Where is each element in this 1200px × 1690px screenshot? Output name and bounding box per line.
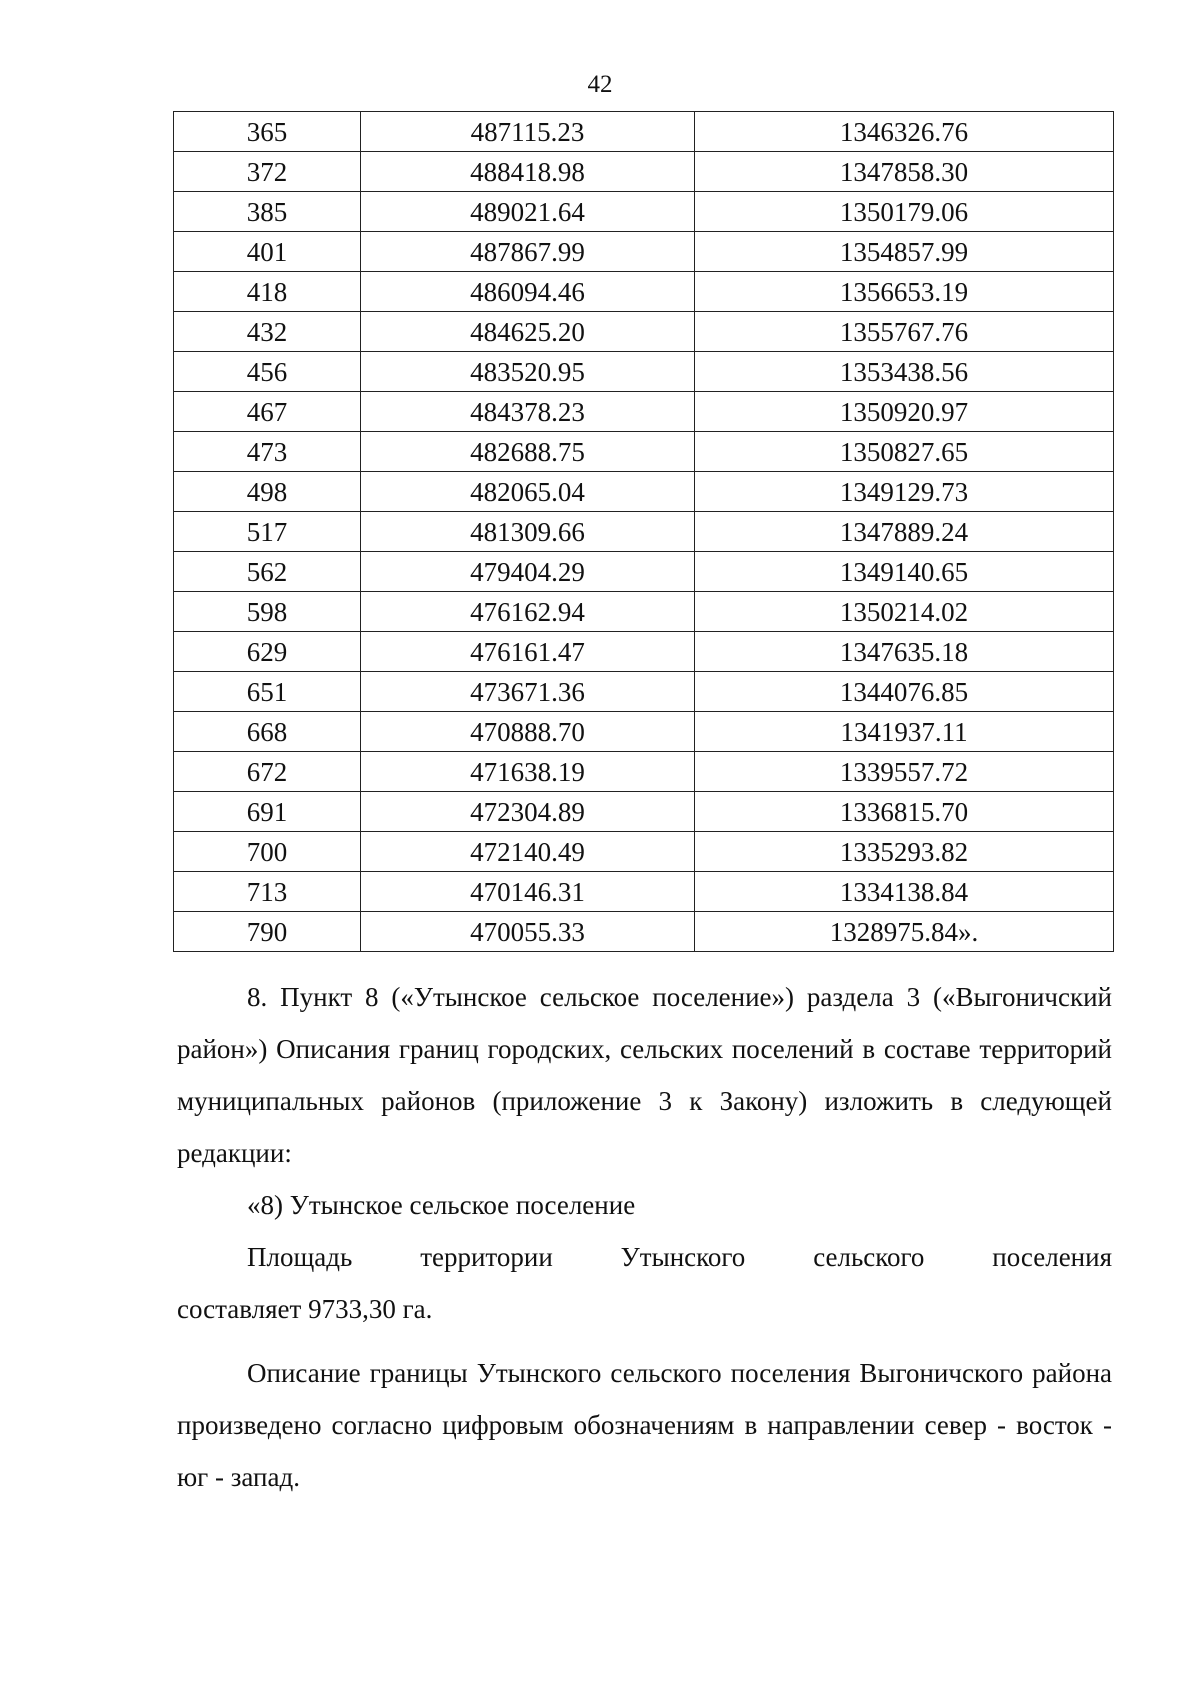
y-coordinate-cell: 1335293.82 [695,832,1114,872]
x-coordinate-cell: 479404.29 [361,552,695,592]
table-row [174,672,1114,712]
point-number-cell: 700 [174,832,361,872]
section-heading: «8) Утынское сельское поселение [247,1190,636,1220]
x-coordinate-cell: 471638.19 [361,752,695,792]
table-row [174,592,1114,632]
point-number-cell: 418 [174,272,361,312]
y-coordinate-cell: 1347635.18 [695,632,1114,672]
point-number-cell: 456 [174,352,361,392]
point-number-cell: 385 [174,192,361,232]
y-coordinate-cell: 1328975.84». [695,912,1114,952]
point-number-cell: 790 [174,912,361,952]
y-coordinate-cell: 1353438.56 [695,352,1114,392]
paragraph-item-8: 8. Пункт 8 («Утынское сельское поселение») раздела 3 («Выгоничский район») Описания границ городских, сельских поселений в составе территорий муниципальных районов (приложение 3 к Закону) изложить в следующей редакции: [177,982,1112,1168]
table-row [174,872,1114,912]
table-row [174,432,1114,472]
y-coordinate-cell: 1347889.24 [695,512,1114,552]
x-coordinate-cell: 487867.99 [361,232,695,272]
y-coordinate-cell: 1354857.99 [695,232,1114,272]
y-coordinate-cell: 1339557.72 [695,752,1114,792]
point-number-cell: 432 [174,312,361,352]
y-coordinate-cell: 1347858.30 [695,152,1114,192]
description-paragraph: Описание границы Утынского сельского поселения Выгоничского района произведено согласно цифровым обозначениям в направлении север - восток - юг - запад. [177,1358,1112,1492]
y-coordinate-cell: 1356653.19 [695,272,1114,312]
table-row [174,192,1114,232]
table-row [174,272,1114,312]
point-number-cell: 473 [174,432,361,472]
table-row [174,312,1114,352]
x-coordinate-cell: 482065.04 [361,472,695,512]
y-coordinate-cell: 1349140.65 [695,552,1114,592]
y-coordinate-cell: 1341937.11 [695,712,1114,752]
table-row [174,392,1114,432]
x-coordinate-cell: 483520.95 [361,352,695,392]
table-row [174,792,1114,832]
x-coordinate-cell: 489021.64 [361,192,695,232]
point-number-cell: 713 [174,872,361,912]
y-coordinate-cell: 1350920.97 [695,392,1114,432]
point-number-cell: 562 [174,552,361,592]
x-coordinate-cell: 484378.23 [361,392,695,432]
x-coordinate-cell: 481309.66 [361,512,695,552]
y-coordinate-cell: 1350179.06 [695,192,1114,232]
x-coordinate-cell: 473671.36 [361,672,695,712]
x-coordinate-cell: 482688.75 [361,432,695,472]
y-coordinate-cell: 1336815.70 [695,792,1114,832]
table-row [174,752,1114,792]
point-number-cell: 372 [174,152,361,192]
point-number-cell: 668 [174,712,361,752]
x-coordinate-cell: 472304.89 [361,792,695,832]
coordinates-table-body [174,112,1114,952]
table-row [174,472,1114,512]
point-number-cell: 517 [174,512,361,552]
point-number-cell: 498 [174,472,361,512]
x-coordinate-cell: 470146.31 [361,872,695,912]
point-number-cell: 467 [174,392,361,432]
x-coordinate-cell: 470888.70 [361,712,695,752]
table-row [174,832,1114,872]
area-line-2: составляет 9733,30 га. [177,1294,433,1324]
table-row [174,552,1114,592]
y-coordinate-cell: 1346326.76 [695,112,1114,152]
table-row [174,152,1114,192]
coordinates-table [173,111,1114,952]
x-coordinate-cell: 488418.98 [361,152,695,192]
page-number: 42 [587,71,613,98]
point-number-cell: 672 [174,752,361,792]
x-coordinate-cell: 476161.47 [361,632,695,672]
table-row [174,112,1114,152]
point-number-cell: 629 [174,632,361,672]
y-coordinate-cell: 1334138.84 [695,872,1114,912]
point-number-cell: 598 [174,592,361,632]
y-coordinate-cell: 1350214.02 [695,592,1114,632]
area-line-1: Площадь территории Утынского сельского поселения [247,1242,1112,1272]
x-coordinate-cell: 476162.94 [361,592,695,632]
point-number-cell: 401 [174,232,361,272]
y-coordinate-cell: 1355767.76 [695,312,1114,352]
x-coordinate-cell: 486094.46 [361,272,695,312]
y-coordinate-cell: 1350827.65 [695,432,1114,472]
x-coordinate-cell: 487115.23 [361,112,695,152]
point-number-cell: 691 [174,792,361,832]
point-number-cell: 365 [174,112,361,152]
x-coordinate-cell: 472140.49 [361,832,695,872]
point-number-cell: 651 [174,672,361,712]
body-text [177,971,1112,1503]
table-row [174,912,1114,952]
y-coordinate-cell: 1349129.73 [695,472,1114,512]
table-row [174,352,1114,392]
x-coordinate-cell: 470055.33 [361,912,695,952]
x-coordinate-cell: 484625.20 [361,312,695,352]
y-coordinate-cell: 1344076.85 [695,672,1114,712]
table-row [174,632,1114,672]
table-row [174,512,1114,552]
table-row [174,232,1114,272]
table-row [174,712,1114,752]
